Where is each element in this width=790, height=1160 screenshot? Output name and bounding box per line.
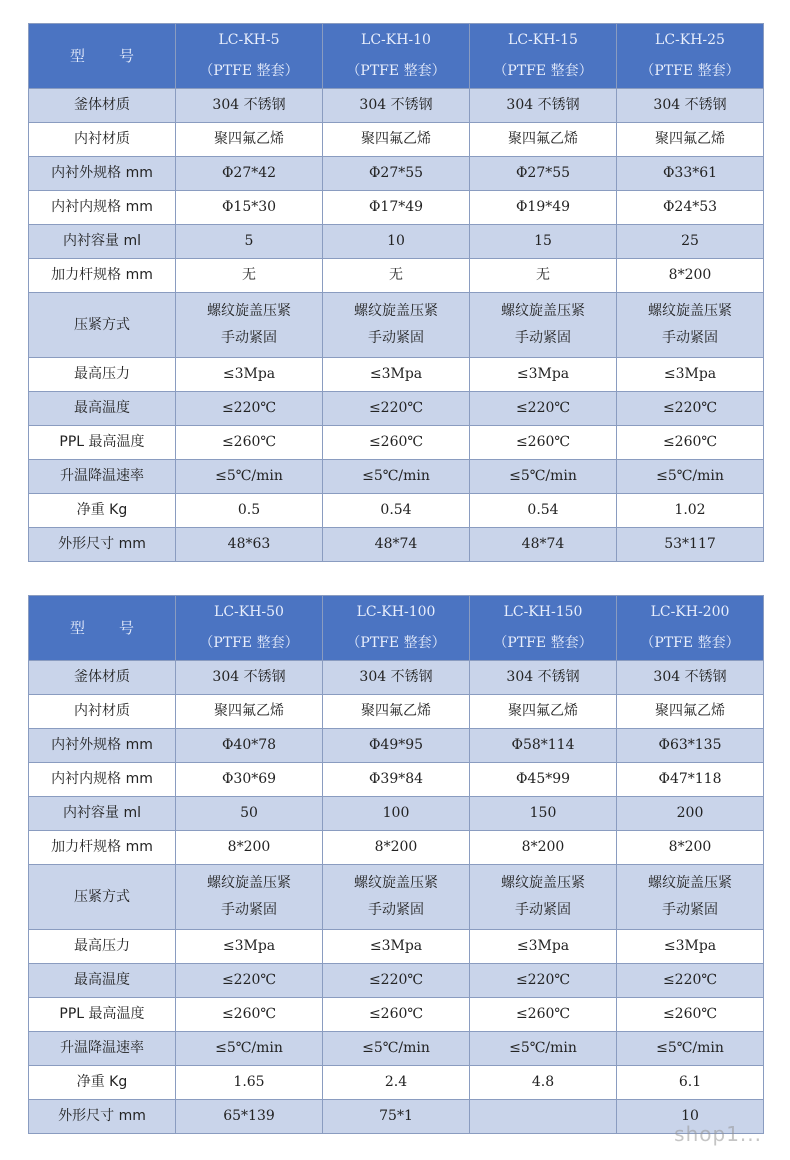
table-cell: ≤3Mpa: [470, 358, 617, 392]
table-cell: 4.8: [470, 1066, 617, 1100]
table-cell: Φ40*78: [176, 729, 323, 763]
table-cell: ≤220℃: [470, 964, 617, 998]
model-code: LC-KH-200: [650, 604, 730, 621]
table-cell: Φ27*55: [323, 157, 470, 191]
table-cell: Φ24*53: [617, 191, 764, 225]
table-cell: Φ58*114: [470, 729, 617, 763]
table-cell: ≤260℃: [470, 426, 617, 460]
table-row: [29, 1032, 764, 1066]
table-cell: ≤3Mpa: [176, 358, 323, 392]
table-row: [29, 494, 764, 528]
cell-line: 螺纹旋盖压紧: [648, 875, 732, 892]
model-label-char: 型: [69, 47, 85, 65]
table-cell: ≤260℃: [323, 426, 470, 460]
table-row: [29, 293, 764, 358]
table-cell: ≤5℃/min: [323, 460, 470, 494]
table-row: [29, 157, 764, 191]
row-label: 内衬内规格 mm: [29, 191, 176, 225]
table-cell: ≤220℃: [323, 964, 470, 998]
table-cell: 25: [617, 225, 764, 259]
row-label: 最高温度: [29, 392, 176, 426]
spec-table-body: [29, 24, 764, 562]
cell-line: 手动紧固: [515, 902, 571, 918]
table-row: [29, 89, 764, 123]
model-code: LC-KH-100: [356, 604, 436, 621]
header-row: [29, 596, 764, 661]
table-row: [29, 998, 764, 1032]
table-cell: 8*200: [617, 831, 764, 865]
table-row: [29, 191, 764, 225]
table-row: [29, 1066, 764, 1100]
model-header-cell: [470, 24, 617, 89]
table-row: [29, 964, 764, 998]
table-row: [29, 695, 764, 729]
model-code: LC-KH-50: [214, 604, 284, 621]
table-row: [29, 358, 764, 392]
table-cell: 8*200: [617, 259, 764, 293]
table-cell: 8*200: [470, 831, 617, 865]
model-code: LC-KH-150: [503, 604, 583, 621]
cell-line: 手动紧固: [368, 902, 424, 918]
model-label-char: 号: [119, 47, 135, 65]
table-cell: 15: [470, 225, 617, 259]
table-cell: 8*200: [323, 831, 470, 865]
model-subtitle: （PTFE 整套）: [493, 63, 593, 79]
model-header-cell: [617, 596, 764, 661]
table-cell: 10: [617, 1100, 764, 1134]
model-label-char: 型: [69, 619, 85, 637]
table-cell: [176, 865, 323, 930]
table-cell: Φ33*61: [617, 157, 764, 191]
row-label: 外形尺寸 mm: [29, 528, 176, 562]
spec-table-2: [28, 595, 764, 1134]
row-label: 最高温度: [29, 964, 176, 998]
model-code: LC-KH-5: [218, 32, 280, 49]
table-cell: ≤5℃/min: [176, 1032, 323, 1066]
table-cell: 304 不锈钢: [323, 661, 470, 695]
row-label: 净重 Kg: [29, 1066, 176, 1100]
row-label: 加力杆规格 mm: [29, 831, 176, 865]
table-cell: ≤3Mpa: [176, 930, 323, 964]
table-cell: 304 不锈钢: [176, 89, 323, 123]
model-header-cell: [323, 596, 470, 661]
table-cell: Φ49*95: [323, 729, 470, 763]
table-cell: Φ63*135: [617, 729, 764, 763]
table-cell: ≤260℃: [323, 998, 470, 1032]
table-cell: 100: [323, 797, 470, 831]
table-cell: ≤220℃: [176, 392, 323, 426]
table-row: [29, 797, 764, 831]
row-label: 内衬内规格 mm: [29, 763, 176, 797]
table-cell: 聚四氟乙烯: [470, 695, 617, 729]
table-cell: 50: [176, 797, 323, 831]
table-row: [29, 729, 764, 763]
model-subtitle: （PTFE 整套）: [346, 635, 446, 651]
table-cell: ≤5℃/min: [617, 1032, 764, 1066]
cell-line: 螺纹旋盖压紧: [501, 875, 585, 892]
table-cell: 304 不锈钢: [470, 89, 617, 123]
cell-line: 手动紧固: [662, 902, 718, 918]
table-cell: [617, 293, 764, 358]
row-label: 压紧方式: [29, 865, 176, 930]
table-cell: [323, 865, 470, 930]
table-cell: 聚四氟乙烯: [176, 123, 323, 157]
table-cell: Φ17*49: [323, 191, 470, 225]
row-label: PPL 最高温度: [29, 998, 176, 1032]
row-label: 内衬外规格 mm: [29, 729, 176, 763]
model-label-char: 号: [119, 619, 135, 637]
model-subtitle: （PTFE 整套）: [640, 63, 740, 79]
row-label: 釜体材质: [29, 89, 176, 123]
table-cell: Φ45*99: [470, 763, 617, 797]
table-row: [29, 460, 764, 494]
table-cell: ≤260℃: [176, 426, 323, 460]
table-cell: [470, 865, 617, 930]
cell-line: 螺纹旋盖压紧: [648, 303, 732, 320]
table-cell: 聚四氟乙烯: [323, 123, 470, 157]
table-row: [29, 123, 764, 157]
table-cell: 聚四氟乙烯: [323, 695, 470, 729]
model-subtitle: （PTFE 整套）: [199, 635, 299, 651]
table-cell: 1.02: [617, 494, 764, 528]
table-cell: 65*139: [176, 1100, 323, 1134]
table-cell: 304 不锈钢: [617, 89, 764, 123]
table-row: [29, 259, 764, 293]
table-cell: Φ27*55: [470, 157, 617, 191]
table-cell: 无: [470, 259, 617, 293]
table-cell: ≤3Mpa: [323, 930, 470, 964]
row-label: 最高压力: [29, 930, 176, 964]
table-cell: 6.1: [617, 1066, 764, 1100]
model-header-cell: [176, 24, 323, 89]
table-cell: 无: [323, 259, 470, 293]
table-cell: 无: [176, 259, 323, 293]
table-cell: [470, 1100, 617, 1134]
table-cell: 2.4: [323, 1066, 470, 1100]
model-subtitle: （PTFE 整套）: [493, 635, 593, 651]
table-cell: 0.5: [176, 494, 323, 528]
table-cell: 75*1: [323, 1100, 470, 1134]
model-header-cell: [323, 24, 470, 89]
spec-table-1: [28, 23, 764, 562]
model-header-cell: [176, 596, 323, 661]
table-cell: Φ47*118: [617, 763, 764, 797]
table-cell: ≤5℃/min: [176, 460, 323, 494]
cell-line: 手动紧固: [368, 330, 424, 346]
table-row: [29, 865, 764, 930]
table-cell: [323, 293, 470, 358]
cell-line: 手动紧固: [221, 902, 277, 918]
table-cell: 53*117: [617, 528, 764, 562]
row-label: 内衬材质: [29, 123, 176, 157]
table-cell: ≤5℃/min: [470, 460, 617, 494]
table-cell: ≤5℃/min: [323, 1032, 470, 1066]
table-cell: 304 不锈钢: [176, 661, 323, 695]
table-cell: 304 不锈钢: [323, 89, 470, 123]
table-cell: Φ19*49: [470, 191, 617, 225]
table-cell: 10: [323, 225, 470, 259]
cell-line: 螺纹旋盖压紧: [354, 303, 438, 320]
table-cell: Φ30*69: [176, 763, 323, 797]
table-row: [29, 426, 764, 460]
table-row: [29, 392, 764, 426]
row-label: 压紧方式: [29, 293, 176, 358]
table-cell: ≤260℃: [617, 998, 764, 1032]
table-cell: 聚四氟乙烯: [470, 123, 617, 157]
table-cell: 48*63: [176, 528, 323, 562]
model-subtitle: （PTFE 整套）: [199, 63, 299, 79]
table-cell: Φ39*84: [323, 763, 470, 797]
table-cell: [470, 293, 617, 358]
table-cell: ≤5℃/min: [617, 460, 764, 494]
row-label: 外形尺寸 mm: [29, 1100, 176, 1134]
table-row: [29, 225, 764, 259]
table-cell: 聚四氟乙烯: [176, 695, 323, 729]
cell-line: 手动紧固: [221, 330, 277, 346]
row-label: 釜体材质: [29, 661, 176, 695]
model-code: LC-KH-15: [508, 32, 578, 49]
table-cell: ≤220℃: [617, 392, 764, 426]
cell-line: 手动紧固: [515, 330, 571, 346]
row-label: 内衬外规格 mm: [29, 157, 176, 191]
row-label: 升温降温速率: [29, 1032, 176, 1066]
table-cell: ≤3Mpa: [470, 930, 617, 964]
table-cell: 聚四氟乙烯: [617, 695, 764, 729]
table-row: [29, 763, 764, 797]
table-cell: ≤260℃: [470, 998, 617, 1032]
table-cell: 0.54: [323, 494, 470, 528]
table-cell: ≤3Mpa: [617, 930, 764, 964]
cell-line: 手动紧固: [662, 330, 718, 346]
table-cell: ≤5℃/min: [470, 1032, 617, 1066]
cell-line: 螺纹旋盖压紧: [207, 875, 291, 892]
header-row: [29, 24, 764, 89]
table-cell: 304 不锈钢: [617, 661, 764, 695]
table-cell: ≤260℃: [617, 426, 764, 460]
table-cell: [176, 293, 323, 358]
table-cell: Φ15*30: [176, 191, 323, 225]
spec-table-body: [29, 596, 764, 1134]
table-row: [29, 1100, 764, 1134]
model-code: LC-KH-25: [655, 32, 725, 49]
row-label: PPL 最高温度: [29, 426, 176, 460]
table-cell: ≤260℃: [176, 998, 323, 1032]
row-label: 净重 Kg: [29, 494, 176, 528]
table-cell: ≤220℃: [470, 392, 617, 426]
table-cell: ≤220℃: [323, 392, 470, 426]
table-cell: 5: [176, 225, 323, 259]
row-label: 加力杆规格 mm: [29, 259, 176, 293]
row-label: 内衬材质: [29, 695, 176, 729]
model-subtitle: （PTFE 整套）: [640, 635, 740, 651]
cell-line: 螺纹旋盖压紧: [354, 875, 438, 892]
table-row: [29, 930, 764, 964]
row-label: 最高压力: [29, 358, 176, 392]
table-cell: 200: [617, 797, 764, 831]
table-cell: ≤3Mpa: [617, 358, 764, 392]
model-header-cell: [470, 596, 617, 661]
table-cell: 1.65: [176, 1066, 323, 1100]
cell-line: 螺纹旋盖压紧: [501, 303, 585, 320]
table-cell: 48*74: [470, 528, 617, 562]
table-cell: 聚四氟乙烯: [617, 123, 764, 157]
row-label: 内衬容量 ml: [29, 225, 176, 259]
table-row: [29, 831, 764, 865]
cell-line: 螺纹旋盖压紧: [207, 303, 291, 320]
model-subtitle: （PTFE 整套）: [346, 63, 446, 79]
table-cell: [617, 865, 764, 930]
model-code: LC-KH-10: [361, 32, 431, 49]
table-cell: ≤220℃: [617, 964, 764, 998]
watermark: shop1...: [674, 1122, 762, 1146]
model-header-cell: [617, 24, 764, 89]
model-header-label: [29, 596, 176, 661]
model-header-label: [29, 24, 176, 89]
table-cell: 0.54: [470, 494, 617, 528]
row-label: 内衬容量 ml: [29, 797, 176, 831]
table-row: [29, 661, 764, 695]
table-cell: ≤220℃: [176, 964, 323, 998]
table-cell: 48*74: [323, 528, 470, 562]
table-cell: ≤3Mpa: [323, 358, 470, 392]
table-cell: 150: [470, 797, 617, 831]
row-label: 升温降温速率: [29, 460, 176, 494]
table-row: [29, 528, 764, 562]
table-cell: Φ27*42: [176, 157, 323, 191]
table-cell: 8*200: [176, 831, 323, 865]
table-cell: 304 不锈钢: [470, 661, 617, 695]
